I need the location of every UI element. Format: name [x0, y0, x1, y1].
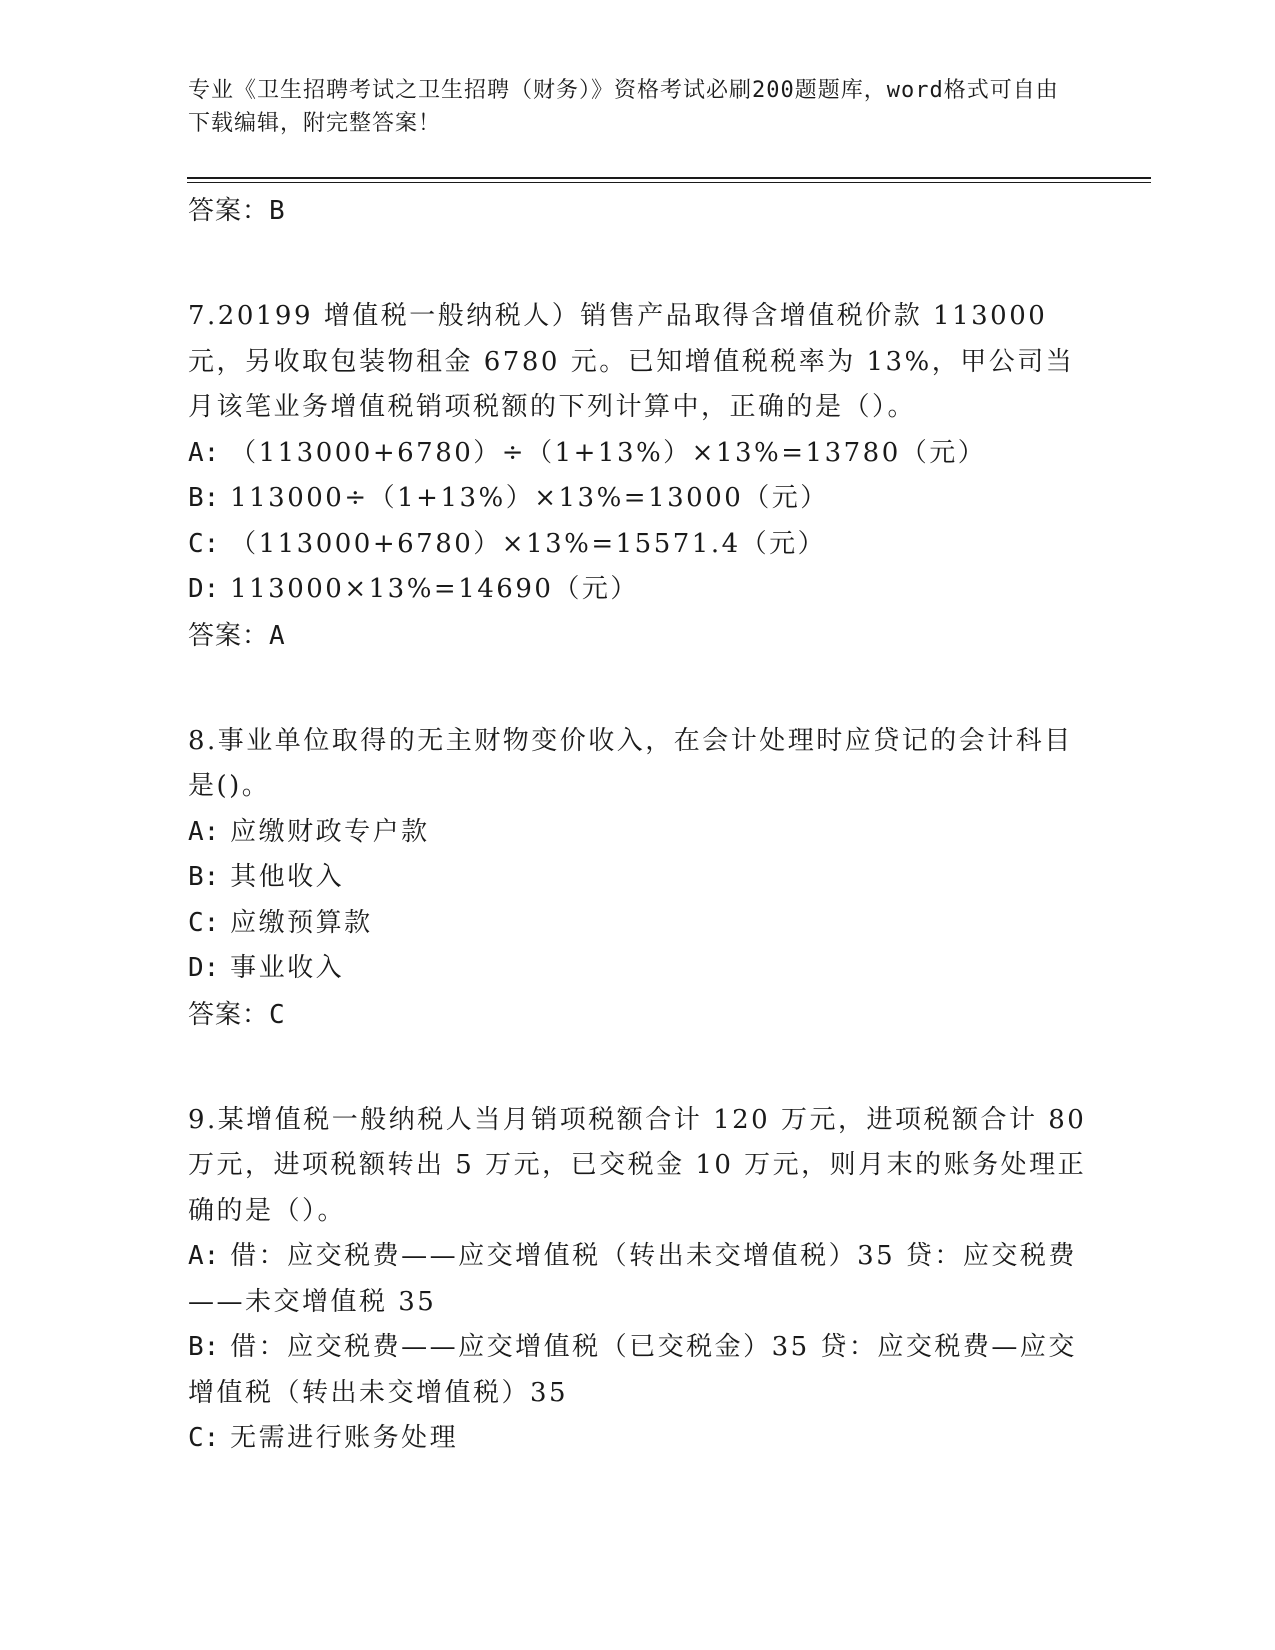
- option-key: A:: [188, 437, 220, 468]
- answer-line: 答案：B: [188, 196, 286, 226]
- option-key: B:: [188, 862, 220, 892]
- option-key: A:: [188, 1241, 220, 1271]
- option-b: [188, 855, 1088, 901]
- option-text: （113000+6780）÷（1+13%）×13%=13780（元）: [230, 437, 987, 468]
- option-c: [188, 522, 1088, 568]
- question-stem: 7.20199 增值税一般纳税人）销售产品取得含增值税价款 113000 元，另收取包装物租金 6780 元。已知增值税税率为 13%，甲公司当月该笔业务增值税销项税额的下列计算中，正确的是（）。: [188, 301, 1075, 422]
- header-divider-thin: [187, 182, 1151, 183]
- question-stem: 8.事业单位取得的无主财物变价收入，在会计处理时应贷记的会计科目是()。: [188, 725, 1073, 801]
- option-text: 其他收入: [230, 862, 345, 892]
- option-text: 113000×13%=14690（元）: [230, 574, 639, 604]
- option-a: [188, 431, 1088, 477]
- option-text: 应缴预算款: [230, 907, 373, 938]
- question-8: [188, 719, 1088, 1038]
- option-key: B:: [188, 483, 220, 513]
- answer-line: 答案：A: [188, 620, 286, 651]
- option-text: 借：应交税费——应交增值税（转出未交增值税）35 贷：应交税费——未交增值税 35: [188, 1241, 1077, 1317]
- option-a: [188, 810, 1088, 856]
- option-key: D:: [188, 574, 220, 604]
- option-b: [188, 1325, 1088, 1416]
- option-key: B:: [188, 1332, 220, 1362]
- answer-line: 答案：C: [188, 999, 286, 1030]
- document-body: [188, 188, 1088, 1462]
- question-7: [188, 294, 1088, 659]
- option-key: C:: [188, 1423, 220, 1453]
- option-a: [188, 1234, 1088, 1325]
- option-d: [188, 567, 1088, 613]
- option-text: （113000+6780）×13%=15571.4（元）: [230, 528, 827, 559]
- option-b: [188, 476, 1088, 522]
- option-key: D:: [188, 953, 220, 983]
- document-header: 专业《卫生招聘考试之卫生招聘（财务）》资格考试必刷200题题库，word格式可自由下载编辑，附完整答案！: [188, 78, 1059, 136]
- option-text: 无需进行账务处理: [230, 1423, 459, 1453]
- option-text: 借：应交税费——应交增值税（已交税金）35 贷：应交税费—应交增值税（转出未交增值税）35: [188, 1332, 1077, 1408]
- option-c: [188, 901, 1088, 947]
- option-text: 113000÷（1+13%）×13%=13000（元）: [230, 483, 829, 513]
- question-stem: 9.某增值税一般纳税人当月销项税额合计 120 万元，进项税额合计 80 万元，进项税额转出 5 万元，已交税金 10 万元，则月末的账务处理正确的是（）。: [188, 1104, 1087, 1226]
- option-key: C:: [188, 528, 220, 559]
- option-text: 事业收入: [230, 953, 345, 983]
- header-divider: [187, 177, 1151, 179]
- option-key: C:: [188, 907, 220, 938]
- option-text: 应缴财政专户款: [230, 816, 430, 847]
- question-9: [188, 1098, 1088, 1462]
- option-key: A:: [188, 816, 220, 847]
- option-d: [188, 946, 1088, 992]
- option-c: [188, 1416, 1088, 1462]
